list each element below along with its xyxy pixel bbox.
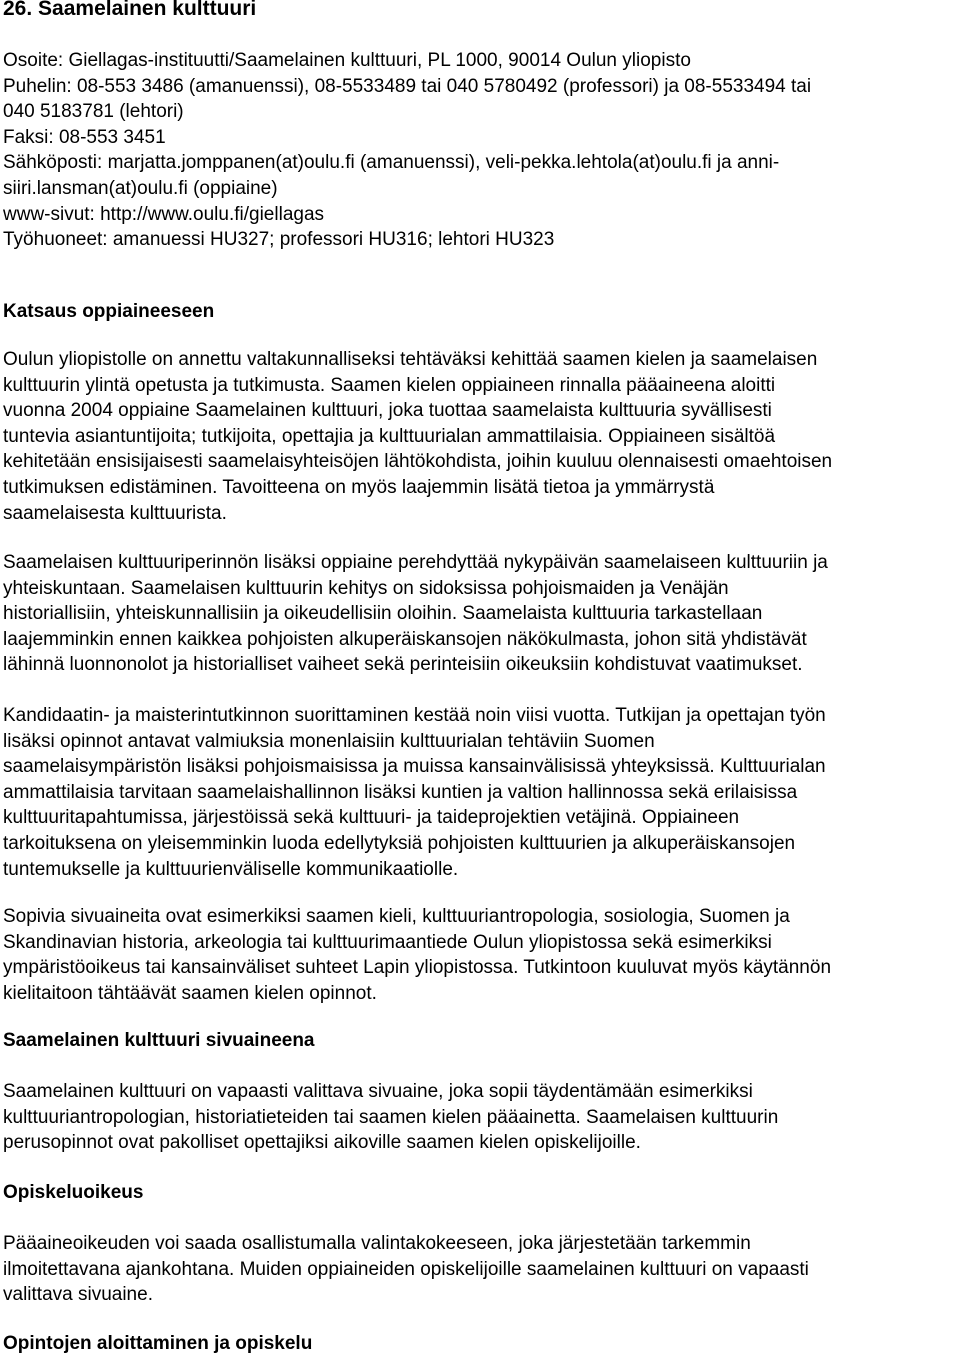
text-line: kehitetään ensisijaisesti saamelaisyhteisöjen lähtökohdista, joihin kuuluu olennaisesti omaehtoisen <box>3 451 833 473</box>
paragraph-study-right <box>3 1231 954 1308</box>
text-line: kulttuuritapahtumissa, järjestöissä sekä kulttuuri- ja taideprojektien vetäjinä. Oppiaineen <box>3 807 740 829</box>
paragraph-overview-4 <box>3 904 954 1006</box>
paragraph-minor-subject <box>3 1079 954 1156</box>
text-line: Oulun yliopistolle on annettu valtakunnalliseksi tehtäväksi kehittää saamen kielen ja saamelaisen <box>3 349 818 370</box>
text-line: tuntemukselle ja kulttuurienväliselle kommunikaatiolle. <box>3 858 459 880</box>
email-line-continued: siiri.lansman(at)oulu.fi (oppiaine) <box>3 177 278 199</box>
section-heading-minor-subject: Saamelainen kulttuuri sivuaineena <box>3 1030 315 1051</box>
website-line: www-sivut: http://www.oulu.fi/giellagas <box>3 203 325 225</box>
text-line: Skandinavian historia, arkeologia tai kulttuurimaantiede Oulun yliopistossa sekä esimerkiksi <box>3 931 772 953</box>
text-line: yhteiskuntaan. Saamelaisen kulttuurin kehitys on sidoksissa pohjoismaiden ja Venäjän <box>3 577 729 599</box>
text-line: kielitaitoon tähtäävät saamen kielen opinnot. <box>3 982 377 1004</box>
text-line: tutkimuksen edistäminen. Tavoitteena on myös laajemmin lisätä tietoa ja ymmärrystä <box>3 476 715 498</box>
section-heading-study-right: Opiskeluoikeus <box>3 1182 144 1203</box>
paragraph-overview-1 <box>3 347 954 526</box>
section-heading-starting-studies: Opintojen aloittaminen ja opiskelu <box>3 1333 313 1354</box>
document-title: 26. Saamelainen kulttuuri <box>3 0 257 20</box>
text-line: laajemminkin ennen kaikkea pohjoisten alkuperäiskansojen näkökulmasta, johon sitä yhdistävät <box>3 628 807 650</box>
text-line: lisäksi opinnot antavat valmiuksia monenlaisiin kulttuurialan tehtäviin Suomen <box>3 730 655 752</box>
text-line: Saamelaisen kulttuuriperinnön lisäksi oppiaine perehdyttää nykypäivän saamelaiseen kulttuuriin ja <box>3 552 828 573</box>
address-line: Osoite: Giellagas-instituutti/Saamelainen kulttuuri, PL 1000, 90014 Oulun yliopisto <box>3 50 691 71</box>
section-heading-overview: Katsaus oppiaineeseen <box>3 301 215 322</box>
text-line: tuntevia asiantuntijoita; tutkijoita, opettajia ja kulttuurialan ammattilaisia. Oppiaineen sisältöä <box>3 425 776 447</box>
phone-line: Puhelin: 08-553 3486 (amanuenssi), 08-5533489 tai 040 5780492 (professori) ja 08-5533494 tai <box>3 75 812 97</box>
text-line: saamelaisesta kulttuurista. <box>3 502 227 524</box>
text-line: Kandidaatin- ja maisterintutkinnon suorittaminen kestää noin viisi vuotta. Tutkijan ja opettajan työn <box>3 705 826 726</box>
text-line: Saamelainen kulttuuri on vapaasti valittava sivuaine, joka sopii täydentämään esimerkiksi <box>3 1081 753 1102</box>
phone-line-continued: 040 5183781 (lehtori) <box>3 101 184 123</box>
text-line: Pääaineoikeuden voi saada osallistumalla valintakokeeseen, joka järjestetään tarkemmin <box>3 1233 751 1254</box>
text-line: lähinnä luonnonolot ja historialliset vaiheet sekä perinteisiin oikeuksiin kohdistuvat vaatimukset. <box>3 654 803 676</box>
email-line: Sähköposti: marjatta.jomppanen(at)oulu.fi (amanuenssi), veli-pekka.lehtola(at)oulu.fi ja anni- <box>3 152 780 174</box>
text-line: ympäristöoikeus tai kansainväliset suhteet Lapin yliopistossa. Tutkintoon kuuluvat myös käytännön <box>3 957 832 979</box>
text-line: ammattilaisia tarvitaan saamelaishallinnon lisäksi kuntien ja valtion hallinnossa sekä erilaisissa <box>3 781 798 803</box>
text-line: Sopivia sivuaineita ovat esimerkiksi saamen kieli, kulttuuriantropologia, sosiologia, Suomen ja <box>3 906 790 927</box>
text-line: kulttuuriantropologian, historiatieteiden tai saamen kielen pääainetta. Saamelaisen kulttuurin <box>3 1106 779 1128</box>
fax-line: Faksi: 08-553 3451 <box>3 126 166 148</box>
text-line: kulttuurin ylintä opetusta ja tutkimusta. Saamen kielen oppiaineen rinnalla pääaineena aloitti <box>3 374 776 396</box>
text-line: ilmoitettavana ajankohtana. Muiden oppiaineiden opiskelijoille saamelainen kulttuuri on vapaasti <box>3 1258 809 1280</box>
paragraph-overview-2 <box>3 550 954 678</box>
text-line: tarkoituksena on yleisemminkin luoda edellytyksiä pohjoisten kulttuurien ja alkuperäiskansojen <box>3 832 796 854</box>
contact-info <box>3 48 951 253</box>
text-line: vuonna 2004 oppiaine Saamelainen kulttuuri, joka tuottaa saamelaista kulttuuria syvällisesti <box>3 400 772 422</box>
text-line: valittava sivuaine. <box>3 1284 153 1306</box>
text-line: perusopinnot ovat pakolliset opettajiksi aikoville saamen kielen opiskelijoille. <box>3 1132 641 1154</box>
text-line: historiallisiin, yhteiskunnallisiin ja oikeudellisiin oloihin. Saamelaista kulttuuria tarkastellaan <box>3 603 763 625</box>
text-line: saamelaisympäristön lisäksi pohjoismaisissa ja muissa kansainvälisissä yhteyksissä. Kulttuurialan <box>3 756 826 778</box>
office-rooms-line: Työhuoneet: amanuessi HU327; professori HU316; lehtori HU323 <box>3 229 555 251</box>
paragraph-overview-3 <box>3 703 954 882</box>
